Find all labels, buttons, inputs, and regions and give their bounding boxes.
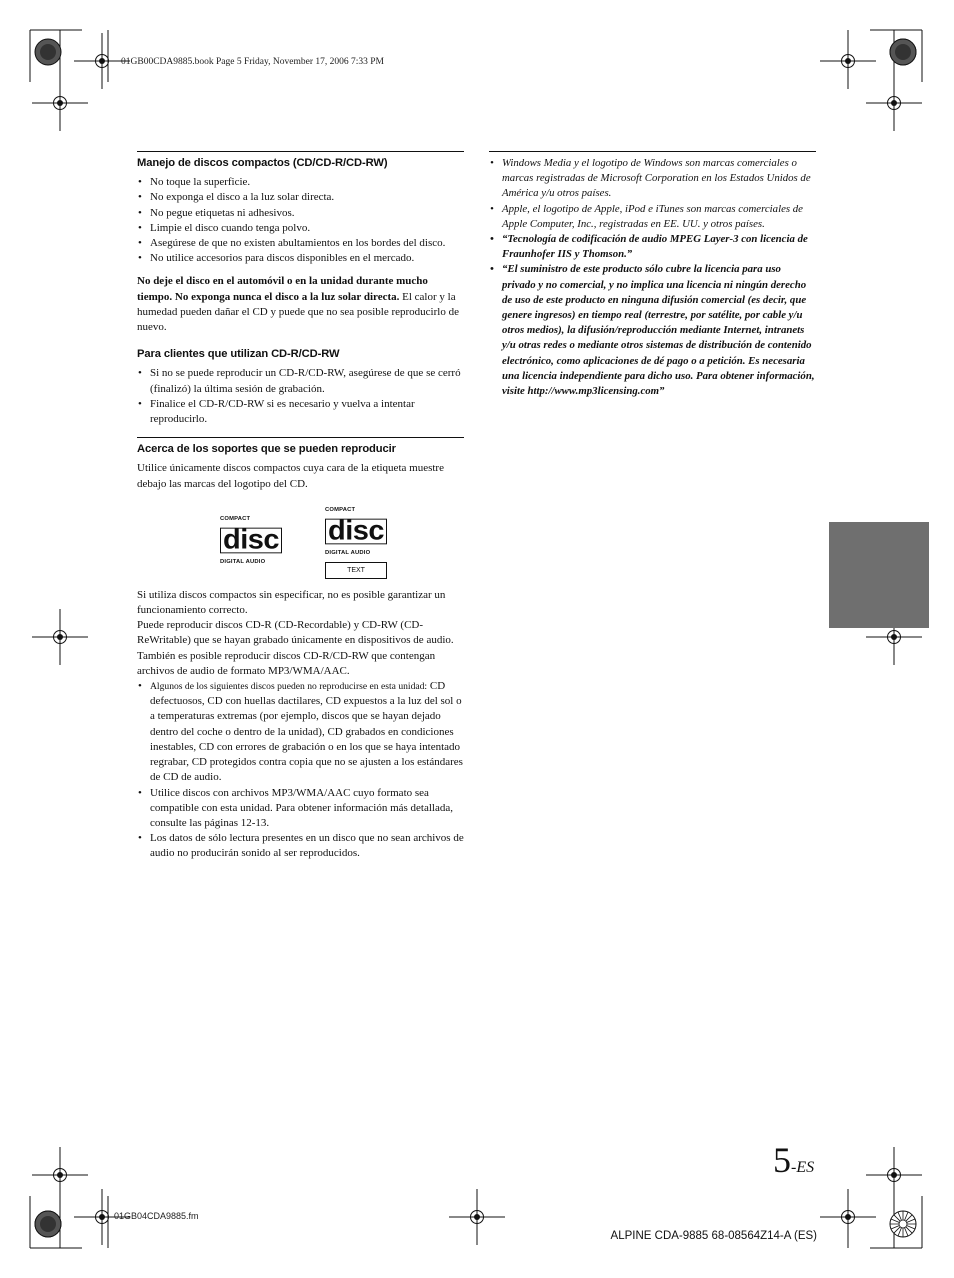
list-item: • Limpie el disco cuando tenga polvo. xyxy=(137,221,464,236)
list-item: • Si no se puede reproducir un CD-R/CD-RW, asegúrese de que se cerró (finalizó) la última sesión de grabación. xyxy=(137,366,464,396)
right-column xyxy=(489,151,816,399)
unspecified-disc-paragraph: Si utiliza discos compactos sin especificar, no es posible garantizar un funcionamiento correcto. xyxy=(137,588,446,617)
section-heading-playable-media: Acerca de los soportes que se pueden reproducir xyxy=(137,443,396,456)
list-item: • Apple, el logotipo de Apple, iPod e iTunes son marcas comerciales de Apple Computer, Inc., registradas en EE. UU. y otros países. xyxy=(489,202,816,232)
compact-disc-text-logo: COMPACT disc DIGITAL AUDIO TEXT xyxy=(325,503,387,580)
model-code: ALPINE CDA-9885 68-08564Z14-A (ES) xyxy=(610,1230,817,1242)
list-item: • No pegue etiquetas ni adhesivos. xyxy=(137,206,464,221)
section-rule xyxy=(137,151,464,152)
list-item: • Windows Media y el logotipo de Windows son marcas comerciales o marcas registradas de Microsoft Corporation en los Estados Unidos de América y/u otros países. xyxy=(489,156,816,202)
disc-handling-list xyxy=(137,175,464,266)
section-heading-cdr-customers: Para clientes que utilizan CD-R/CD-RW xyxy=(137,348,340,361)
list-item: • “Tecnología de codificación de audio MPEG Layer-3 con licencia de Fraunhofer IIS y Thomson.” xyxy=(489,232,816,262)
list-item: • Los datos de sólo lectura presentes en un disco que no sean archivos de audio no producirán sonido al ser reproducidos. xyxy=(137,831,464,861)
list-item: • Finalice el CD-R/CD-RW si es necesario y vuelva a intentar reproducirlo. xyxy=(137,397,464,427)
trademark-list xyxy=(489,156,816,399)
list-item: • Algunos de los siguientes discos pueden no reproducirse en esta unidad: CD defectuosos, CD con huellas dactilares, CD expuestos a la luz del sol o a temperaturas extremas (por ejemplo, discos que se hayan dejado dentro del coche o dentro de la unidad), CD grabados en condiciones inestables, CD con errores de grabación o en los que se haya intentado regrabar, CD protegidos contra copia que no se ajusten a los estándares de CD de audio. xyxy=(137,679,464,785)
compact-disc-digital-audio-logo: COMPACT disc DIGITAL AUDIO xyxy=(220,512,282,570)
section-rule xyxy=(489,151,816,152)
section-rule xyxy=(137,437,464,438)
warning-bold: No deje el disco en el automóvil o en la unidad durante mucho tiempo. No exponga nunca el disco a la luz solar directa. xyxy=(137,275,428,303)
cd-logos xyxy=(137,500,464,578)
list-item: • Asegúrese de que no existen abultamientos en los bordes del disco. xyxy=(137,236,464,251)
list-item: • No utilice accesorios para discos disponibles en el mercado. xyxy=(137,251,464,266)
list-item: • No exponga el disco a la luz solar directa. xyxy=(137,190,464,205)
warning-normal: El calor y la humedad pueden dañar el CD y puede que no sea posible reproducirlo de nuevo. xyxy=(137,290,459,334)
print-footer: 01GB04CDA9885.fm xyxy=(114,1211,199,1221)
side-tab xyxy=(829,522,929,628)
list-item: • No toque la superficie. xyxy=(137,175,464,190)
warning-paragraph xyxy=(137,274,464,335)
cdr-list xyxy=(137,366,464,427)
notes-list xyxy=(137,679,464,861)
section-heading-disc-handling: Manejo de discos compactos (CD/CD-R/CD-RW) xyxy=(137,157,388,169)
list-item: • “El suministro de este producto sólo cubre la licencia para uso privado y no comercial, y no implica una licencia ni ningún derecho de uso de este producto en ninguna difusión comercial (es decir, que genere ingresos) en tiempo real (terrestre, por satélite, por cable y/u otros medios), la difusión/reproducción mediante Internet, intranets y/u otras redes o mediante otros sistemas de distribución de contenido electrónico, como aplicaciones de dé pago o a petición. Es necesaria una licencia independiente para dicho uso. Para obtener información, visite http://www.mp3licensing.com” xyxy=(489,262,816,399)
page-number: 5-ES xyxy=(773,1140,815,1180)
cdr-cdrw-paragraph: Puede reproducir discos CD-R (CD-Recordable) y CD-RW (CD-ReWritable) que se hayan grabado únicamente en dispositivos de audio. También es posible reproducir discos CD-R/CD-RW que contengan archivos de audio de formato MP3/WMA/AAC. xyxy=(137,619,454,677)
left-column xyxy=(137,151,464,862)
list-item: • Utilice discos con archivos MP3/WMA/AAC cuyo formato sea compatible con esta unidad. Para obtener información más detallada, consulte las páginas 12-13. xyxy=(137,786,464,832)
playable-intro: Utilice únicamente discos compactos cuya cara de la etiqueta muestre debajo las marcas del logotipo del CD. xyxy=(137,462,444,490)
print-header: 01GB00CDA9885.book Page 5 Friday, November 17, 2006 7:33 PM xyxy=(121,57,384,67)
